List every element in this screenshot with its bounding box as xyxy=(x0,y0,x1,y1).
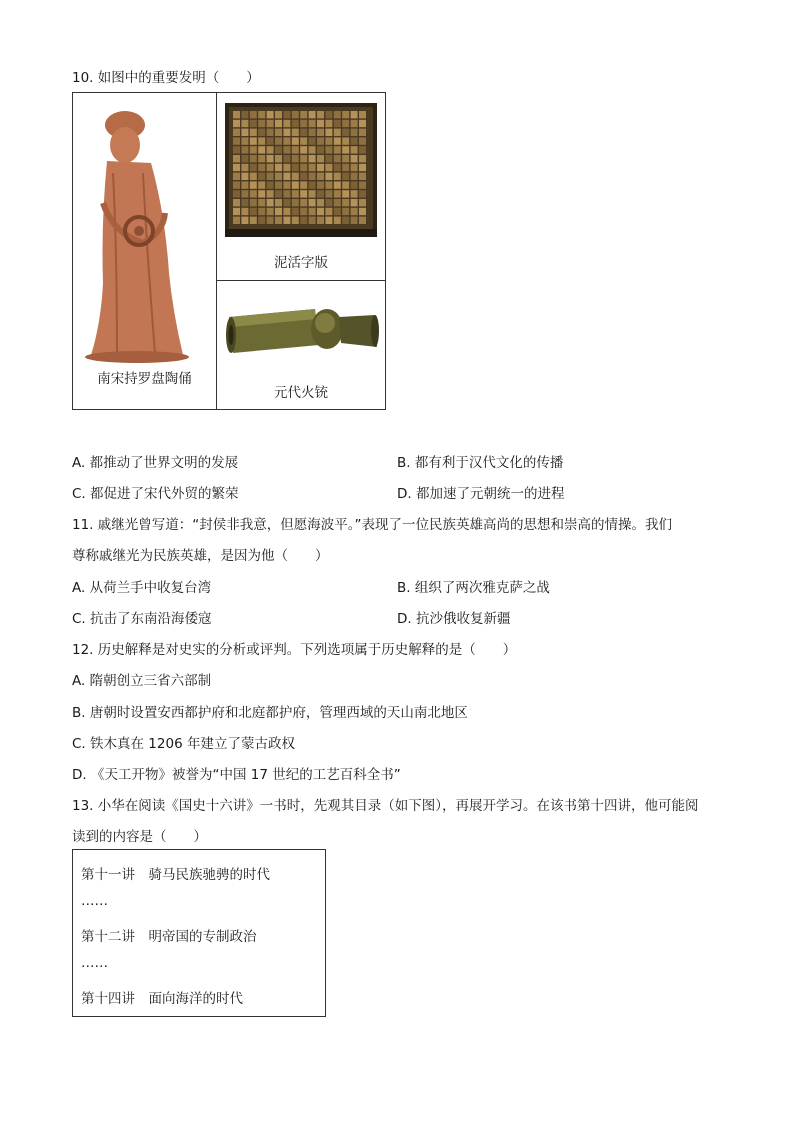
clay-type-caption: 泥活字版 xyxy=(274,255,328,271)
figurine-caption: 南宋持罗盘陶俑 xyxy=(97,371,192,387)
fire-gun-caption: 元代火铳 xyxy=(274,385,328,401)
q10-option-a[interactable]: A. 都推动了世界文明的发展 xyxy=(72,455,239,471)
q12-option-c[interactable]: C. 铁木真在 1206 年建立了蒙古政权 xyxy=(72,736,295,752)
q13-stem-line2: 读到的内容是（ ） xyxy=(72,829,207,845)
q11-option-c[interactable]: C. 抗击了东南沿海倭寇 xyxy=(72,611,212,627)
q12-option-a[interactable]: A. 隋朝创立三省六部制 xyxy=(72,673,212,689)
q10-figure-table xyxy=(72,92,386,410)
q10-option-d[interactable]: D. 都加速了元朝统一的进程 xyxy=(397,486,565,502)
clay-type-board-image xyxy=(225,103,377,237)
toc-entry: 第十四讲 面向海洋的时代 xyxy=(81,991,243,1007)
toc-entry: 第十一讲 骑马民族驰骋的时代 xyxy=(81,867,270,883)
q12-option-b[interactable]: B. 唐朝时设置安西都护府和北庭都护府，管理西域的天山南北地区 xyxy=(72,705,468,721)
toc-entry: 第十二讲 明帝国的专制政治 xyxy=(81,929,257,945)
q10-stem: 10. 如图中的重要发明（ ） xyxy=(72,70,260,86)
q13-table-of-contents xyxy=(72,849,326,1017)
q11-option-a[interactable]: A. 从荷兰手中收复台湾 xyxy=(72,580,212,596)
q10-option-c[interactable]: C. 都促进了宋代外贸的繁荣 xyxy=(72,486,239,502)
q13-stem-line1: 13. 小华在阅读《国史十六讲》一书时，先观其目录（如下图），再展开学习。在该书第十四讲，他可能阅 xyxy=(72,798,699,814)
q11-option-b[interactable]: B. 组织了两次雅克萨之战 xyxy=(397,580,550,596)
fire-gun-cell xyxy=(217,281,385,409)
q11-stem-line1: 11. 戚继光曾写道：“封侯非我意，但愿海波平。”表现了一位民族英雄高尚的思想和崇高的情操。我们 xyxy=(72,517,672,533)
yuan-fire-gun-image xyxy=(223,295,379,369)
toc-ellipsis: …… xyxy=(81,955,108,971)
q11-option-d[interactable]: D. 抗沙俄收复新疆 xyxy=(397,611,511,627)
q11-stem-line2: 尊称戚继光为民族英雄，是因为他（ ） xyxy=(72,548,329,564)
clay-type-cell xyxy=(217,93,385,281)
compass-figurine-image xyxy=(73,103,216,373)
q10-option-b[interactable]: B. 都有利于汉代文化的传播 xyxy=(397,455,564,471)
q12-stem: 12. 历史解释是对史实的分析或评判。下列选项属于历史解释的是（ ） xyxy=(72,642,517,658)
figurine-cell xyxy=(73,93,217,409)
q12-option-d[interactable]: D. 《天工开物》被誉为“中国 17 世纪的工艺百科全书” xyxy=(72,767,401,783)
toc-ellipsis: …… xyxy=(81,893,108,909)
